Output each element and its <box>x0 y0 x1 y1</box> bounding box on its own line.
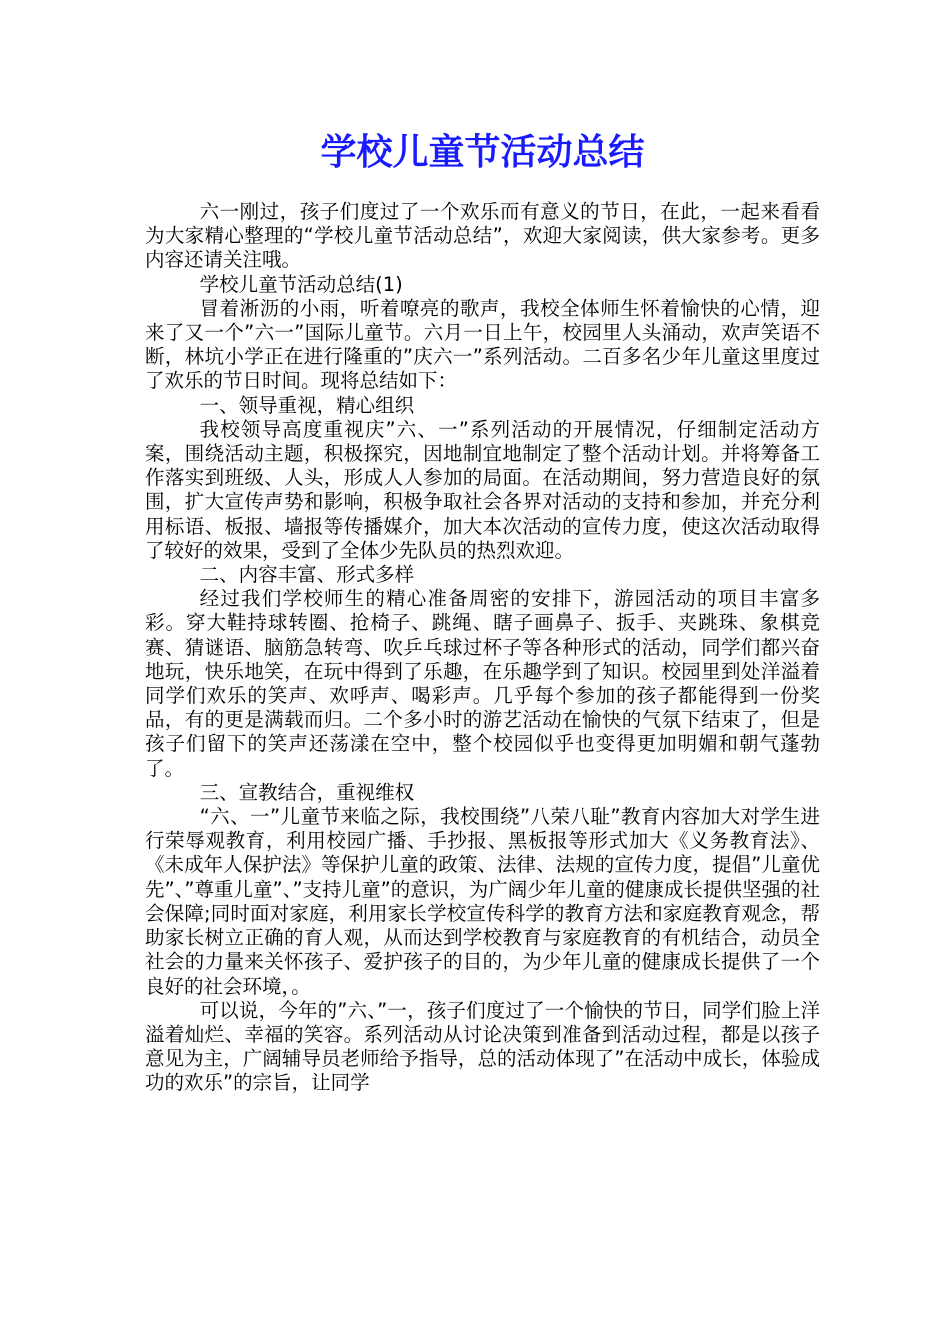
document-body <box>145 200 820 1096</box>
document-title: 学校儿童节活动总结 <box>320 131 645 173</box>
body-paragraph: 我校领导高度重视庆”六、一”系列活动的开展情况，仔细制定活动方案，围绕活动主题，积极探究，因地制宜地制定了整个活动计划。并将筹备工作落实到班级、人头，形成人人参加的局面。在活动期间，努力营造良好的氛围，扩大宣传声势和影响，积极争取社会各界对活动的支持和参加，并充分利用标语、板报、墙报等传播媒介，加大本次活动的宣传力度，使这次活动取得了较好的效果，受到了全体少先队员的热烈欢迎。 <box>145 417 820 562</box>
body-paragraph: 冒着淅沥的小雨，听着嘹亮的歌声，我校全体师生怀着愉快的心情，迎来了又一个”六一”国际儿童节。六月一日上午，校园里人头涌动，欢声笑语不断，林坑小学正在进行隆重的”庆六一”系列活动。二百多名少年儿童这里度过了欢乐的节日时间。现将总结如下： <box>145 296 820 393</box>
intro-paragraph: 六一刚过，孩子们度过了一个欢乐而有意义的节日，在此，一起来看看为大家精心整理的“学校儿童节活动总结”，欢迎大家阅读，供大家参考。更多内容还请关注哦。 <box>145 200 820 272</box>
body-paragraph: 可以说，今年的”六、”一，孩子们度过了一个愉快的节日，同学们脸上洋溢着灿烂、幸福的笑容。系列活动从讨论决策到准备到活动过程，都是以孩子意见为主，广阔辅导员老师给予指导，总的活动体现了”在活动中成长，体验成功的欢乐”的宗旨，让同学 <box>145 998 820 1095</box>
section-heading: 三、宣教结合，重视维权 <box>199 780 415 804</box>
body-paragraph: “六、一”儿童节来临之际，我校围绕”八荣八耻”教育内容加大对学生进行荣辱观教育，利用校园广播、手抄报、黑板报等形式加大《义务教育法》、《未成年人保护法》等保护儿童的政策、法律、法规的宣传力度，提倡”儿童优先”、”尊重儿童”、”支持儿童”的意识，为广阔少年儿童的健康成长提供坚强的社会保障;同时面对家庭，利用家长学校宣传科学的教育方法和家庭教育观念，帮助家长树立正确的育人观，从而达到学校教育与家庭教育的有机结合，动员全社会的力量来关怀孩子、爱护孩子的目的，为少年儿童的健康成长提供了一个良好的社会环境，。 <box>145 805 820 998</box>
document-page <box>145 0 820 1096</box>
section-heading: 二、内容丰富、形式多样 <box>199 563 415 587</box>
section-heading: 一、领导重视，精心组织 <box>199 393 415 417</box>
body-paragraph: 经过我们学校师生的精心准备周密的安排下，游园活动的项目丰富多彩。穿大鞋持球转圈、抢椅子、跳绳、瞎子画鼻子、扳手、夹跳珠、象棋竞赛、猜谜语、脑筋急转弯、吹乒乓球过杯子等各种形式的活动，同学们都兴奋地玩，快乐地笑，在玩中得到了乐趣，在乐趣学到了知识。校园里到处洋溢着同学们欢乐的笑声、欢呼声、喝彩声。几乎每个参加的孩子都能得到一份奖品，有的更是满载而归。二个多小时的游艺活动在愉快的气氛下结束了，但是孩子们留下的笑声还荡漾在空中，整个校园似乎也变得更加明媚和朝气蓬勃了。 <box>145 587 820 780</box>
subheading: 学校儿童节活动总结(1) <box>199 272 403 296</box>
